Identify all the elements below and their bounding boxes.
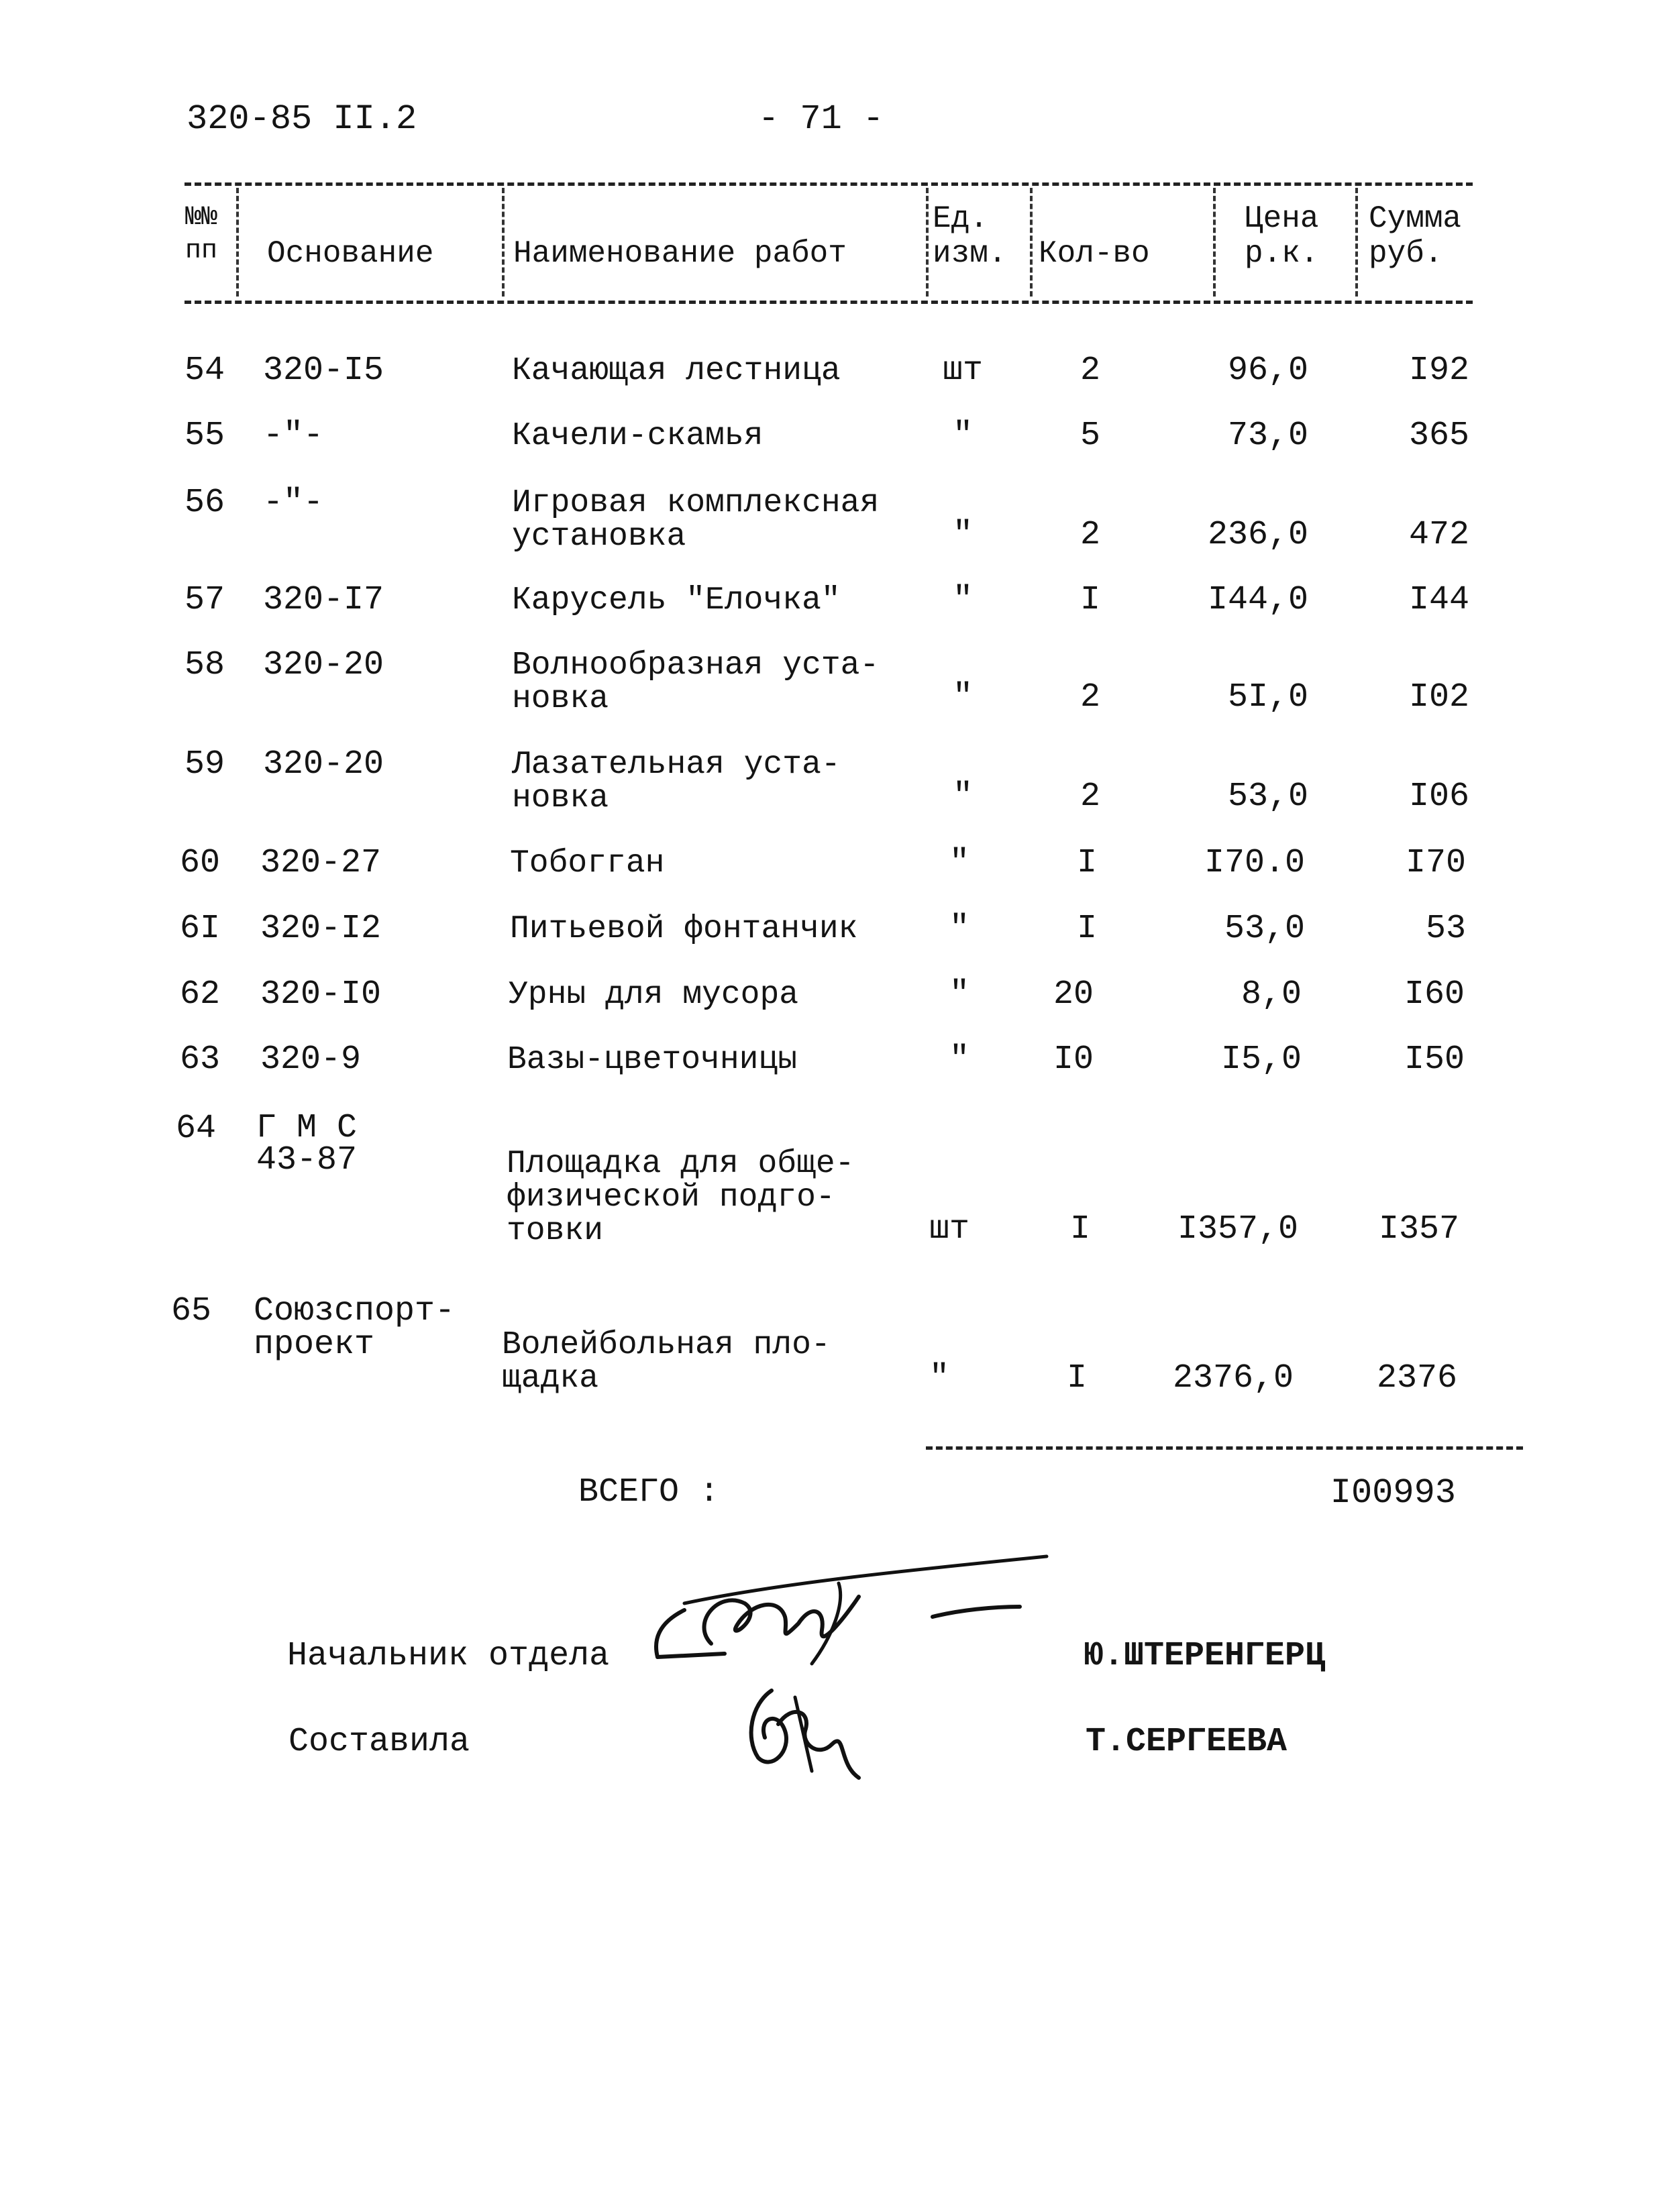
- column-header-sum: Сумма руб.: [1369, 201, 1462, 271]
- row-qty: I0: [1053, 1041, 1094, 1079]
- row-work-name: Площадка для обще- физической подго- товки: [507, 1146, 855, 1249]
- col-separator: [502, 188, 505, 297]
- row-basis: Союзспорт- проект: [254, 1292, 456, 1364]
- row-basis: Г М С 43-87: [256, 1109, 358, 1179]
- row-sum: I92: [1408, 352, 1469, 390]
- row-price: 8,0: [1241, 975, 1302, 1014]
- row-qty: I: [1080, 581, 1100, 619]
- row-price: I5,0: [1220, 1041, 1302, 1079]
- row-sum: I70: [1405, 844, 1466, 882]
- row-price: 53,0: [1224, 910, 1305, 948]
- total-value: I00993: [1330, 1473, 1456, 1513]
- signature-role-compiler: Составила: [288, 1723, 470, 1761]
- row-sum: I06: [1408, 778, 1469, 816]
- row-unit: ": [952, 778, 973, 816]
- row-basis: 320-I2: [260, 910, 382, 948]
- signature-role-head: Начальник отдела: [287, 1637, 610, 1675]
- table-header-bottom-rule: [185, 301, 1473, 304]
- row-qty: I: [1076, 844, 1097, 882]
- row-sum: 2376: [1376, 1359, 1457, 1397]
- total-rule: [926, 1446, 1523, 1450]
- row-sum: I02: [1408, 678, 1469, 716]
- column-header-basis: Основание: [267, 236, 434, 271]
- row-number: 6I: [180, 910, 221, 948]
- row-unit: шт: [929, 1210, 969, 1248]
- col-separator: [1030, 188, 1033, 297]
- signature-name-head: Ю.ШТЕРЕНГЕРЦ: [1084, 1637, 1326, 1675]
- row-work-name: Урны для мусора: [509, 977, 799, 1013]
- row-basis: 320-20: [263, 745, 384, 784]
- row-sum: 365: [1408, 417, 1469, 455]
- row-sum: I44: [1408, 581, 1469, 619]
- row-basis: -"-: [263, 484, 324, 522]
- row-work-name: Питьевой фонтанчик: [510, 911, 858, 947]
- column-header-work-name: Наименование работ: [513, 236, 847, 271]
- row-work-name: Волнообразная уста- новка: [512, 647, 880, 717]
- row-qty: I: [1076, 910, 1097, 948]
- row-number: 57: [185, 581, 225, 619]
- row-work-name: Вазы-цветочницы: [507, 1042, 798, 1078]
- row-number: 60: [180, 844, 221, 882]
- row-basis: -"-: [263, 417, 324, 455]
- row-price: 2376,0: [1172, 1359, 1294, 1397]
- handwritten-signature-compiler: [731, 1677, 879, 1784]
- total-label: ВСЕГО :: [578, 1473, 720, 1511]
- row-work-name: Тобогган: [510, 845, 665, 882]
- row-work-name: Лазательная уста- новка: [512, 747, 841, 816]
- row-price: 96,0: [1227, 352, 1308, 390]
- row-qty: 2: [1080, 778, 1100, 816]
- row-sum: 53: [1425, 910, 1466, 948]
- col-separator: [1213, 188, 1216, 297]
- row-basis: 320-20: [263, 646, 384, 684]
- row-unit: шт: [942, 352, 983, 390]
- row-unit: ": [949, 1041, 969, 1079]
- row-price: 5I,0: [1227, 678, 1308, 716]
- row-number: 62: [180, 975, 221, 1014]
- row-number: 64: [176, 1110, 217, 1148]
- row-unit: ": [952, 516, 973, 554]
- row-basis: 320-I0: [260, 975, 382, 1014]
- column-header-no: №№ пп: [185, 203, 218, 266]
- row-qty: 5: [1080, 417, 1100, 455]
- row-unit: ": [952, 417, 973, 455]
- row-price: 236,0: [1207, 516, 1308, 554]
- row-qty: 2: [1080, 678, 1100, 716]
- signature-name-compiler: Т.СЕРГЕЕВА: [1086, 1723, 1288, 1761]
- row-qty: 20: [1053, 975, 1094, 1014]
- table-top-rule: [185, 182, 1473, 186]
- row-price: 73,0: [1227, 417, 1308, 455]
- row-sum: I357: [1378, 1210, 1459, 1248]
- row-unit: ": [929, 1359, 949, 1397]
- row-basis: 320-I7: [263, 581, 384, 619]
- col-separator: [1355, 188, 1358, 297]
- row-number: 59: [185, 745, 225, 784]
- row-work-name: Волейбольная пло- щадка: [502, 1327, 831, 1397]
- row-work-name: Игровая комплексная установка: [512, 485, 880, 555]
- row-qty: 2: [1080, 516, 1100, 554]
- row-work-name: Карусель "Елочка": [512, 582, 841, 619]
- document-code: 320-85 II.2: [187, 99, 417, 139]
- row-number: 58: [185, 646, 225, 684]
- row-unit: ": [949, 910, 969, 948]
- column-header-unit: Ед. изм.: [933, 201, 1007, 271]
- row-qty: 2: [1080, 352, 1100, 390]
- col-separator: [236, 188, 239, 297]
- row-sum: I60: [1404, 975, 1465, 1014]
- row-qty: I: [1069, 1210, 1090, 1248]
- row-number: 63: [180, 1041, 221, 1079]
- row-sum: I50: [1404, 1041, 1465, 1079]
- row-unit: ": [952, 678, 973, 716]
- row-number: 56: [185, 484, 225, 522]
- row-basis: 320-27: [260, 844, 382, 882]
- row-number: 65: [171, 1292, 212, 1330]
- row-work-name: Качающая лестница: [512, 353, 841, 389]
- page-number: - 71 -: [758, 99, 884, 139]
- row-basis: 320-9: [260, 1041, 362, 1079]
- row-number: 55: [185, 417, 225, 455]
- column-header-price: Цена р.к.: [1245, 201, 1319, 271]
- row-price: I70.0: [1204, 844, 1305, 882]
- row-price: I44,0: [1207, 581, 1308, 619]
- row-sum: 472: [1408, 516, 1469, 554]
- row-unit: ": [952, 581, 973, 619]
- row-unit: ": [949, 975, 969, 1014]
- row-basis: 320-I5: [263, 352, 384, 390]
- row-number: 54: [185, 352, 225, 390]
- row-qty: I: [1066, 1359, 1087, 1397]
- row-unit: ": [949, 844, 969, 882]
- handwritten-signature-head: [644, 1543, 1060, 1677]
- row-price: 53,0: [1227, 778, 1308, 816]
- row-work-name: Качели-скамья: [512, 418, 764, 454]
- col-separator: [926, 188, 929, 297]
- column-header-qty: Кол-во: [1039, 236, 1150, 271]
- row-price: I357,0: [1177, 1210, 1298, 1248]
